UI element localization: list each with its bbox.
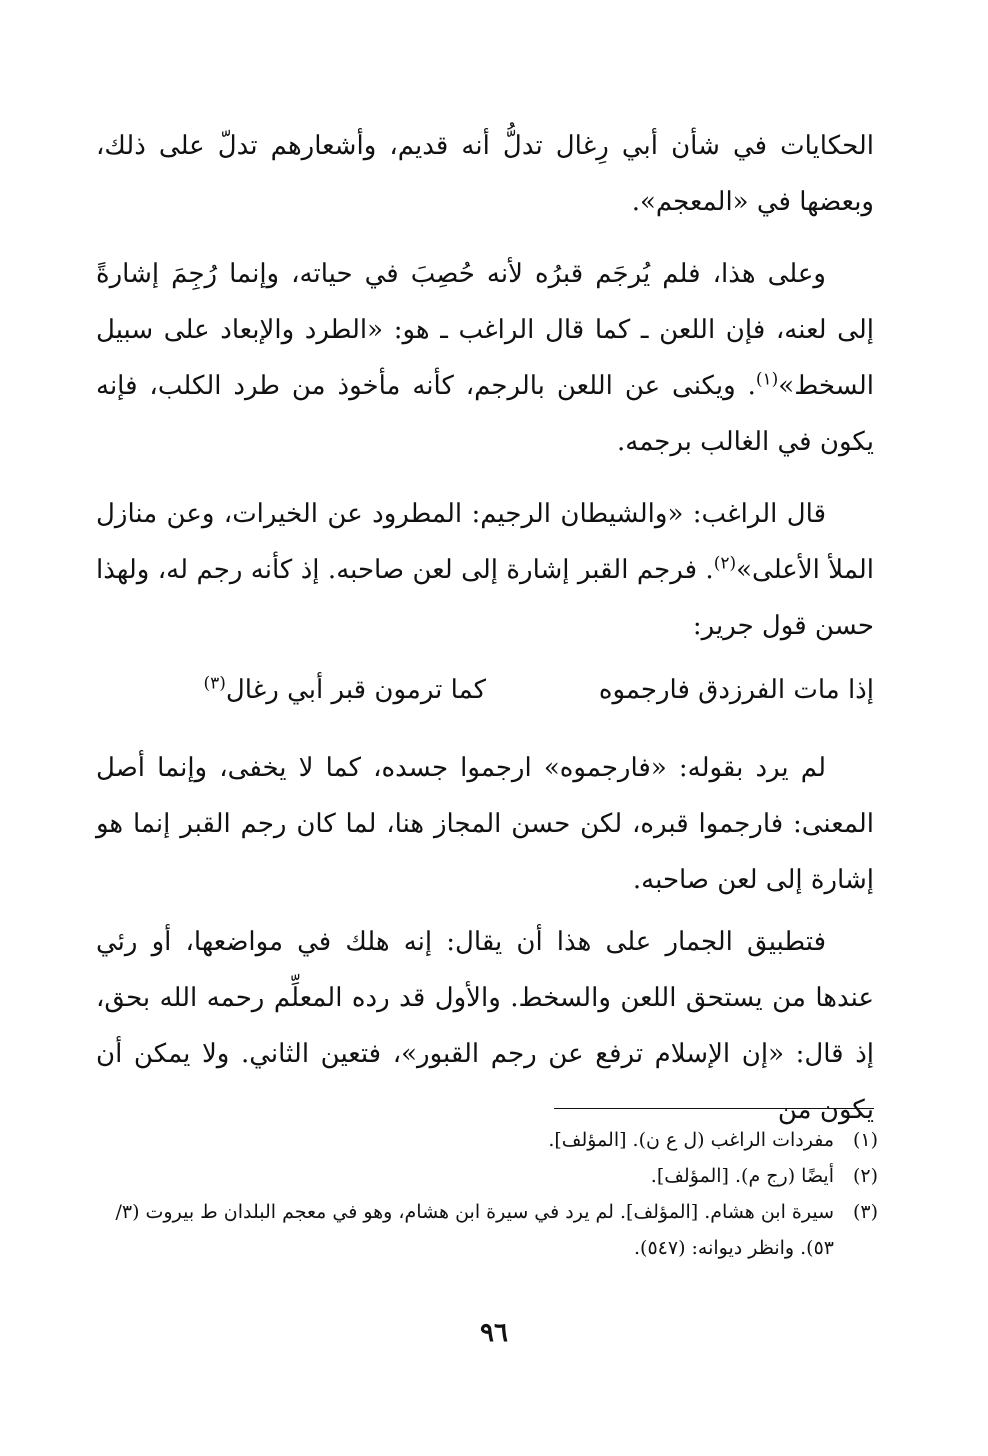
paragraph-3-text-a: قال الراغب: «والشيطان الرجيم: المطرود عن الخيرات، وعن منازل الملأ الأعلى» — [96, 499, 874, 585]
footnote-3-text: سيرة ابن هشام. [المؤلف]. لم يرد في سيرة ابن هشام، وهو في معجم البلدان ط بيروت (٣/ ٥٣). وانظر ديوانه: (٥٤٧). — [115, 1201, 834, 1259]
footnote-2-number: (٢) — [852, 1165, 878, 1187]
paragraph-4-text: لم يرد بقوله: «فارجموه» ارجموا جسده، كما لا يخفى، وإنما أصل المعنى: فارجموا قبره، لكن حسن المجاز هنا، لما كان رجم القبر إنما هو إشارة إلى لعن صاحبه. — [96, 753, 874, 895]
footnote-ref-3[interactable]: (٣) — [203, 673, 226, 694]
footnote-2-text: أيضًا (رج م). [المؤلف]. — [650, 1165, 834, 1187]
footnote-1-text: مفردات الراغب (ل ع ن). [المؤلف]. — [548, 1129, 834, 1151]
paragraph-5 — [96, 914, 874, 1138]
paragraph-5-text: فتطبيق الجمار على هذا أن يقال: إنه هلك في مواضعها، أو رئي عندها من يستحق اللعن والسخط. والأول قد رده المعلِّم رحمه الله بحق، إذ قال: «إن الإسلام ترفع عن رجم القبور»، فتعين الثاني. ولا يمكن أن يكون من — [96, 927, 874, 1125]
paragraph-2-text-b: . ويكنى عن اللعن بالرجم، كأنه مأخوذ من طرد الكلب، فإنه يكون في الغالب برجمه. — [96, 371, 874, 457]
paragraph-2-text-a: وعلى هذا، فلم يُرجَم قبرُه لأنه حُصِبَ في حياته، وإنما رُجِمَ إشارةً إلى لعنه، فإن اللعن ـ كما قال الراغب ـ هو: «الطرد والإبعاد على سبيل السخط» — [96, 259, 874, 401]
page-number: ٩٦ — [480, 1318, 508, 1348]
paragraph-1 — [96, 118, 874, 230]
footnote-2 — [96, 1158, 878, 1194]
paragraph-2 — [96, 246, 874, 470]
footnote-1-number: (١) — [852, 1129, 878, 1151]
verse-second-hemistich: كما ترمون قبر أبي رغال — [225, 675, 486, 705]
paragraph-4 — [96, 740, 874, 908]
paragraph-1-text: الحكايات في شأن أبي رِغال تدلُّ أنه قديم، وأشعارهم تدلّ على ذلك، وبعضها في «المعجم». — [96, 131, 874, 217]
footnote-ref-2[interactable]: (٢) — [713, 553, 737, 574]
verse-first-hemistich: إذا مات الفرزدق فارجموه — [598, 675, 874, 705]
footnote-ref-1[interactable]: (١) — [755, 369, 779, 390]
paragraph-3 — [96, 486, 874, 654]
poetry-verse — [96, 662, 874, 718]
footnotes — [96, 1122, 878, 1266]
paragraph-3-text-b: . فرجم القبر إشارة إلى لعن صاحبه. إذ كأنه رجم له، ولهذا حسن قول جرير: — [96, 555, 874, 641]
footnote-3 — [96, 1194, 878, 1266]
footnote-separator — [554, 1108, 874, 1109]
footnote-3-number: (٣) — [852, 1201, 878, 1223]
verse-second-hemistich-wrap — [203, 662, 486, 718]
footnote-1 — [96, 1122, 878, 1158]
